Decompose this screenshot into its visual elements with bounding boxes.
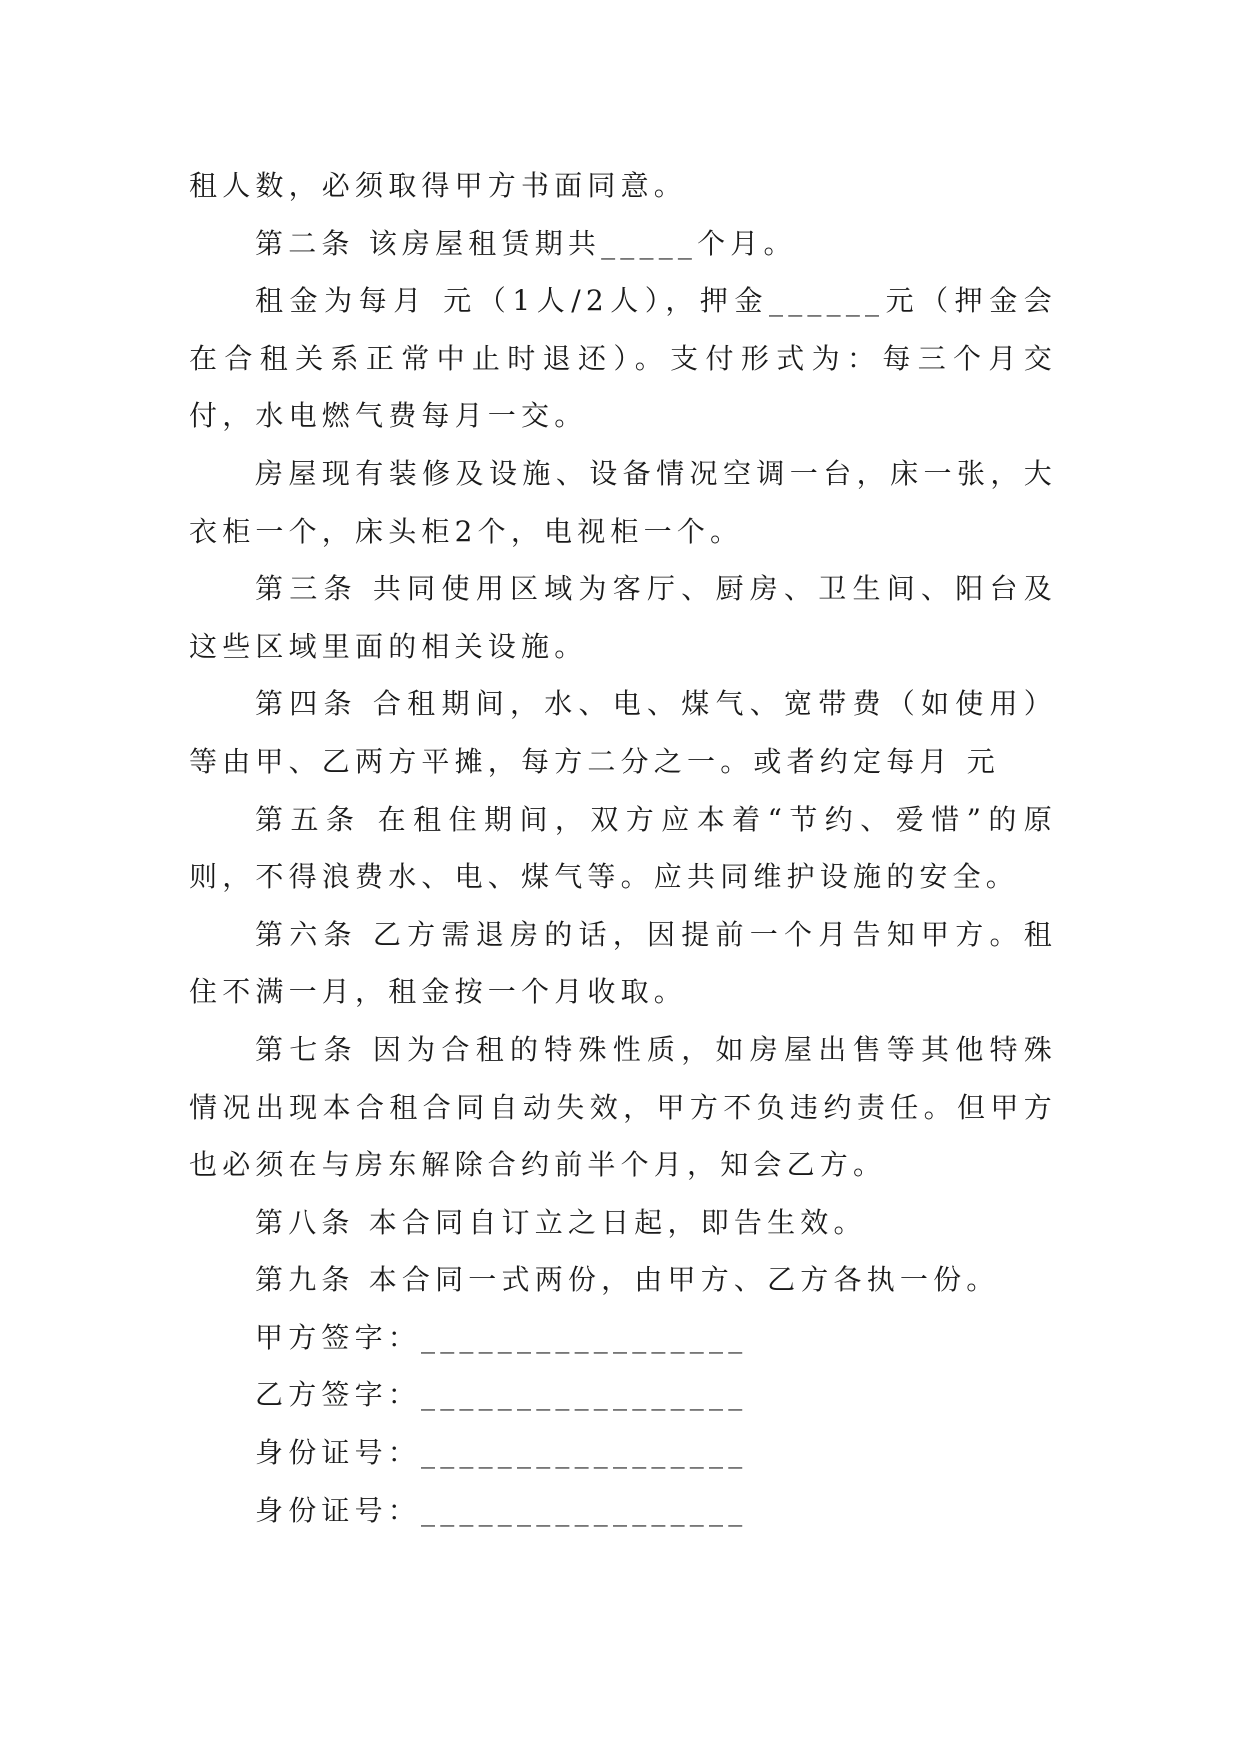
party-a-signature-line: 甲方签字：_________________ xyxy=(255,1320,748,1354)
clause-9-copies: 第九条 本合同一式两份，由甲方、乙方各执一份。 xyxy=(255,1263,1000,1297)
clause-2-term: 第二条 该房屋租赁期共_____个月。 xyxy=(255,226,797,260)
party-b-signature-line: 乙方签字：_________________ xyxy=(255,1378,748,1412)
paragraph-continuation: 租人数，必须取得甲方书面同意。 xyxy=(189,169,688,202)
furnishings: 房屋现有装修及设施、设备情况空调一台，床一张，大衣柜一个，床头柜2个，电视柜一个。 xyxy=(189,456,1057,548)
clause-6-move-out: 第六条 乙方需退房的话，因提前一个月告知甲方。租住不满一月，租金按一个月收取。 xyxy=(189,917,1057,1009)
clause-4-utilities: 第四条 合租期间，水、电、煤气、宽带费（如使用）等由甲、乙两方平摊，每方二分之一。或者约定每月 元 xyxy=(189,687,1057,778)
clause-3-shared-areas: 第三条 共同使用区域为客厅、厨房、卫生间、阳台及这些区域里面的相关设施。 xyxy=(189,572,1057,663)
id-number-line-2: 身份证号：_________________ xyxy=(255,1493,748,1527)
clause-5-conservation: 第五条 在租住期间，双方应本着“节约、爱惜”的原则，不得浪费水、电、煤气等。应共同维护设施的安全。 xyxy=(189,802,1057,894)
rent-and-deposit: 租金为每月 元（1人/2人），押金______元（押金会在合租关系正常中止时退还）。支付形式为：每三个月交付，水电燃气费每月一交。 xyxy=(189,284,1057,433)
contract-body xyxy=(189,157,1057,1539)
id-number-line-1: 身份证号：_________________ xyxy=(255,1436,748,1470)
clause-8-effective: 第八条 本合同自订立之日起，即告生效。 xyxy=(255,1205,867,1239)
clause-7-termination: 第七条 因为合租的特殊性质，如房屋出售等其他特殊情况出现本合租合同自动失效，甲方不负违约责任。但甲方也必须在与房东解除合约前半个月，知会乙方。 xyxy=(189,1032,1057,1182)
